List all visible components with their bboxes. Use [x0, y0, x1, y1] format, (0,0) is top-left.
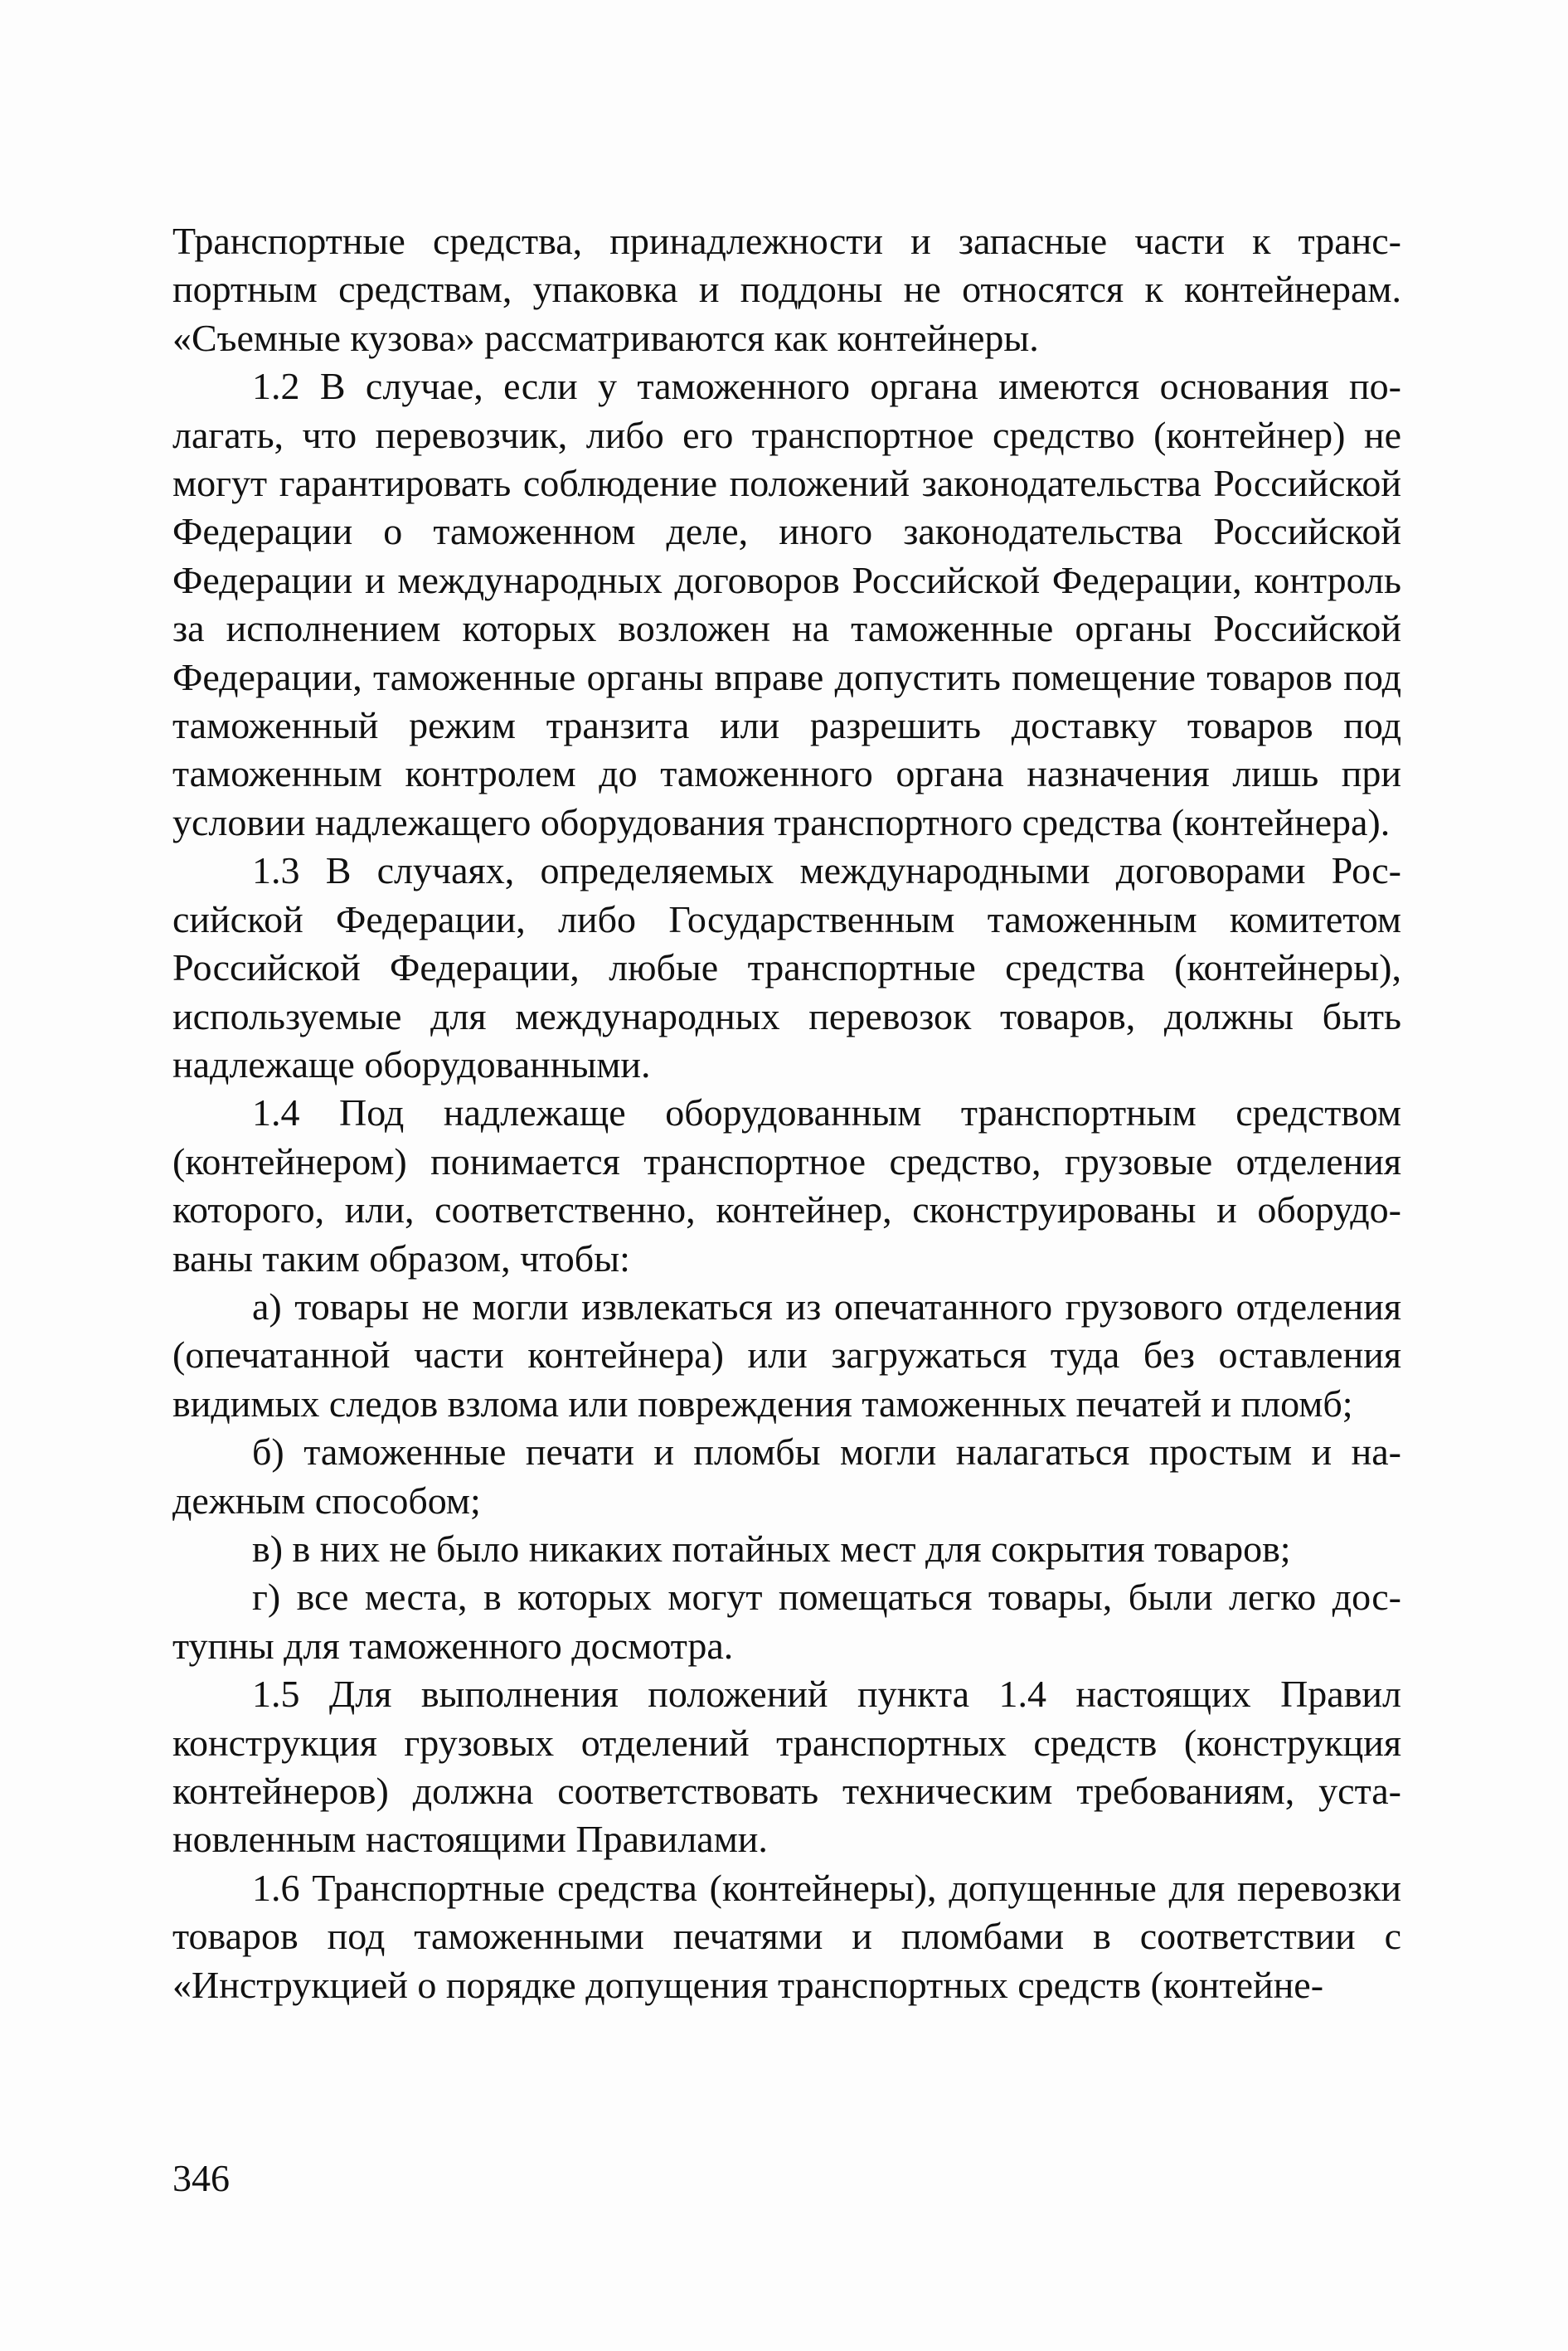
- paragraph-item-v: в) в них не было никаких потайных мест для сокрытия товаров;: [252, 1527, 1291, 1570]
- paragraph-1-6: 1.6 Транспортные средства (контейнеры), допущенные для перевозки товаров под таможенными печатями и пломбами в соответствии с «Инструкцией о порядке допущения транспортных средств (контейне-: [172, 1866, 1401, 2006]
- paragraph-item-g: г) все места, в которых могут помещаться товары, были легко доступны для таможенного досмотра.: [172, 1576, 1401, 1667]
- paragraph-1-2: 1.2 В случае, если у таможенного органа имеются основания полагать, что перевозчик, либо его транспортное средство (контейнер) не могут гарантировать соблюдение положений законодательства Российской Федерации о таможенном деле, иного законодательства Российской Федерации и международных договоров Российской Федерации, контроль за исполнением которых возложен на таможенные органы Российской Федерации, таможенные органы вправе допустить помещение товаров под таможенный режим транзита или разрешить доставку товаров под таможенным контролем до таможенного органа назначения лишь при условии надлежащего оборудования транспортного средства (контейнера).: [172, 365, 1401, 843]
- paragraph-1-5: 1.5 Для выполнения положений пункта 1.4 настоящих Правил конструкция грузовых отделений транспортных средств (конструкция контейнеров) должна соответствовать техническим требованиям, установленным настоящими Правилами.: [172, 1673, 1401, 1861]
- paragraph-1: Транспортные средства, принадлежности и запасные части к транспортным средствам, упаковка и поддоны не относятся к контейнерам. «Съемные кузова» рассматриваются как контейнеры.: [172, 220, 1401, 359]
- paragraph-item-a: а) товары не могли извлекаться из опечатанного грузового отделения (опечатанной части контейнера) или загружаться туда без оставления видимых следов взлома или повреждения таможенных печатей и пломб;: [172, 1285, 1401, 1425]
- paragraph-1-3: 1.3 В случаях, определяемых международными договорами Российской Федерации, либо Государственным таможенным комитетом Российской Федерации, любые транспортные средства (контейнеры), используемые для международных перевозок товаров, должны быть надлежаще оборудованными.: [172, 849, 1401, 1086]
- body-text: [172, 217, 1401, 2009]
- paragraph-1-4: 1.4 Под надлежаще оборудованным транспортным средством (контейнером) понимается транспортное средство, грузовые отделения которого, или, соответственно, контейнер, сконструированы и оборудованы таким образом, чтобы:: [172, 1091, 1401, 1280]
- page-number: 346: [172, 2157, 230, 2199]
- paragraph-item-b: б) таможенные печати и пломбы могли налагаться простым и надежным способом;: [172, 1431, 1401, 1522]
